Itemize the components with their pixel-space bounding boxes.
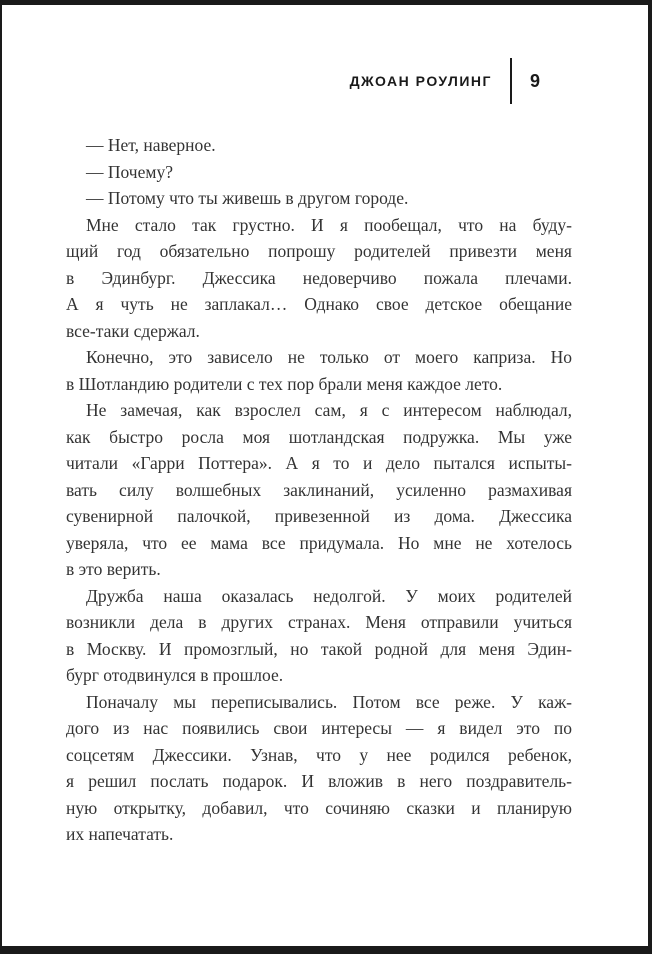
- text-line: бург отодвинулся в прошлое.: [66, 665, 284, 685]
- page-header: [0, 58, 540, 104]
- text-line: их напечатать.: [66, 824, 174, 844]
- text-line: Не замечая, как взрослел сам, я с интересом наблюдал,: [86, 400, 572, 420]
- text-line: в Шотландию родители с тех пор брали меня каждое лето.: [66, 373, 503, 394]
- text-line: как быстро росла моя шотландская подружка. Мы уже: [66, 426, 572, 447]
- text-line: в это верить.: [66, 559, 161, 579]
- text-line: Дружба наша оказалась недолгой. У моих родителей: [86, 585, 572, 606]
- text-line: — Нет, наверное.: [86, 135, 216, 155]
- page-number: 9: [529, 70, 540, 91]
- page-edge-bottom: [0, 946, 652, 954]
- text-line: ную открытку, добавил, что сочиняю сказки и планирую: [66, 797, 572, 818]
- text-line: все-таки сдержал.: [66, 320, 200, 341]
- text-line: Конечно, это зависело не только от моего каприза. Но: [86, 347, 572, 367]
- running-title: ДЖОАН РОУЛИНГ: [349, 73, 492, 89]
- text-line: дого из нас появились свои интересы — я видел это по: [66, 718, 572, 738]
- text-line: — Почему?: [86, 161, 173, 182]
- page-text: [66, 132, 572, 848]
- text-line: — Потому что ты живешь в другом городе.: [86, 188, 409, 208]
- text-line: в Эдинбург. Джессика недоверчиво пожала плечами.: [66, 267, 572, 288]
- text-line: я решил послать подарок. И вложив в него поздравитель-: [66, 771, 572, 791]
- text-line: читали «Гарри Поттера». А я то и дело пытался испыты-: [66, 453, 572, 473]
- text-line: уверяла, что ее мама все придумала. Но мне не хотелось: [66, 532, 572, 553]
- text-line: Поначалу мы переписывались. Потом все реже. У каж-: [86, 691, 572, 712]
- text-line: сувенирной палочкой, привезенной из дома. Джессика: [66, 506, 572, 526]
- text-line: соцсетям Джессики. Узнав, что у нее родился ребенок,: [66, 744, 572, 765]
- text-line: щий год обязательно попрошу родителей привезти меня: [66, 241, 572, 261]
- page-edge-right: [648, 0, 652, 954]
- header-divider-line: [510, 58, 512, 104]
- page-edge-top: [0, 0, 652, 5]
- text-line: Мне стало так грустно. И я пообещал, что на буду-: [86, 214, 572, 235]
- text-line: вать силу волшебных заклинаний, усиленно размахивая: [66, 479, 572, 500]
- text-line: А я чуть не заплакал… Однако свое детское обещание: [66, 294, 572, 314]
- text-line: возникли дела в других странах. Меня отправили учиться: [66, 612, 572, 632]
- text-line: в Москву. И промозглый, но такой родной для меня Эдин-: [66, 638, 572, 659]
- page-edge-left: [0, 0, 2, 954]
